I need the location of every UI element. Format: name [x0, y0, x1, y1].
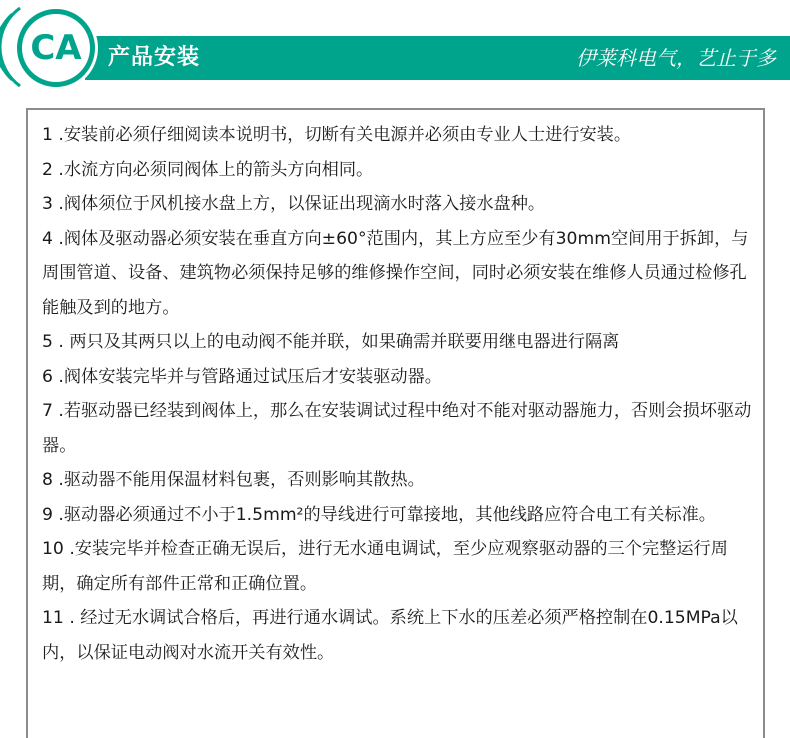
list-item: 10 .安装完毕并检查正确无误后，进行无水通电调试，至少应观察驱动器的三个完整运行周期，确定所有部件正常和正确位置。: [42, 539, 728, 594]
list-item: 2 .水流方向必须同阀体上的箭头方向相同。: [42, 159, 374, 180]
list-item: 8 .驱动器不能用保温材料包裹，否则影响其散热。: [42, 470, 425, 490]
page-title: 产品安装: [108, 45, 201, 70]
list-item: 1 .安装前必须仔细阅读本说明书，切断有关电源并必须由专业人士进行安装。: [42, 125, 632, 145]
instructions-list: [42, 118, 762, 670]
list-item: 6 .阀体安装完毕并与管路通过试压后才安装驱动器。: [42, 366, 442, 387]
logo: CA: [30, 28, 82, 68]
slogan: 伊莱科电气，艺止于多: [576, 46, 776, 70]
list-item: 4 .阀体及驱动器必须安装在垂直方向±60°范围内，其上方应至少有30mm空间用于拆卸，与周围管道、设备、建筑物必须保持足够的维修操作空间，同时必须安装在维修人员通过检修孔能触及到的地方。: [42, 228, 749, 318]
list-item: 5 . 两只及其两只以上的电动阀不能并联，如果确需并联要用继电器进行隔离: [42, 332, 620, 352]
list-item: 3 .阀体须位于风机接水盘上方，以保证出现滴水时落入接水盘种。: [42, 194, 546, 214]
list-item: 11 . 经过无水调试合格后，再进行通水调试。系统上下水的压差必须严格控制在0.15MPa以内，以保证电动阀对水流开关有效性。: [42, 608, 738, 663]
header: [0, 0, 790, 90]
list-item: 9 .驱动器必须通过不小于1.5mm²的导线进行可靠接地，其他线路应符合电工有关标准。: [42, 504, 716, 525]
list-item: 7 .若驱动器已经装到阀体上，那么在安装调试过程中绝对不能对驱动器施力，否则会损坏驱动器。: [42, 401, 752, 456]
